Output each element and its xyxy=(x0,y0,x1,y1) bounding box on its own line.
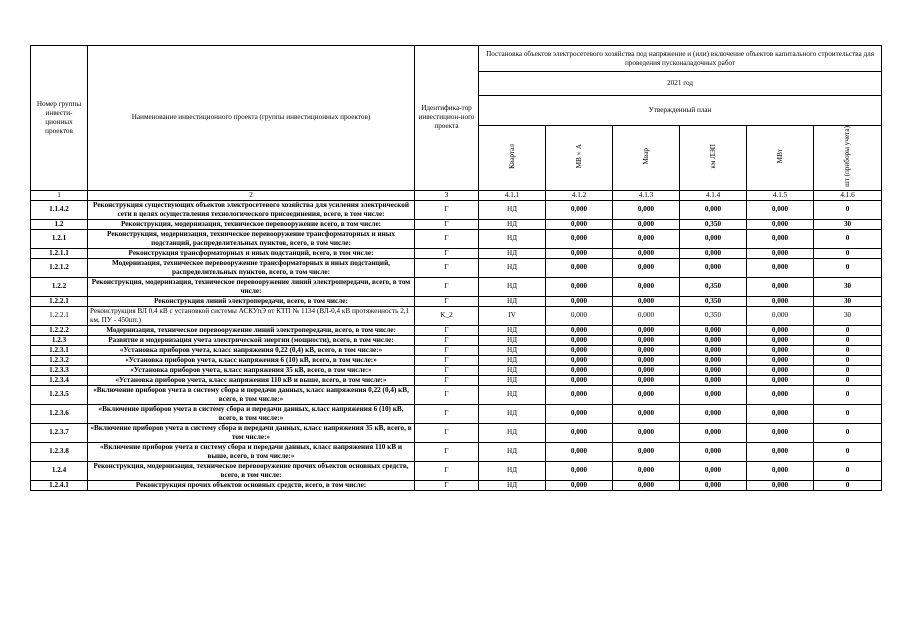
row-mva: 0,000 xyxy=(546,325,613,335)
row-identifier: Г xyxy=(415,219,479,229)
header-project-name: Наименование инвестиционного проекта (группы инвестиционных проектов) xyxy=(88,46,415,191)
table-row xyxy=(31,345,882,355)
row-quarter: НД xyxy=(479,277,546,296)
row-mw: 0,000 xyxy=(747,306,814,325)
row-quarter: НД xyxy=(479,385,546,404)
row-mvar: 0,000 xyxy=(613,480,680,490)
row-mw: 0,000 xyxy=(747,277,814,296)
row-mvar: 0,000 xyxy=(613,248,680,258)
row-number: 1.2.1.2 xyxy=(31,258,88,277)
row-mvar: 0,000 xyxy=(613,423,680,442)
row-number: 1.2.3.7 xyxy=(31,423,88,442)
row-km-line: 0,000 xyxy=(680,248,747,258)
row-identifier: Г xyxy=(415,375,479,385)
row-mva: 0,000 xyxy=(546,442,613,461)
table-row xyxy=(31,306,882,325)
row-number: 1.2.2.1 xyxy=(31,306,88,325)
row-mvar: 0,000 xyxy=(613,296,680,306)
row-meters: 0 xyxy=(814,248,882,258)
row-meters: 0 xyxy=(814,461,882,480)
row-mvar: 0,000 xyxy=(613,345,680,355)
row-mvar: 0,000 xyxy=(613,442,680,461)
table-row xyxy=(31,248,882,258)
row-km-line: 0,000 xyxy=(680,258,747,277)
row-number: 1.2.3.2 xyxy=(31,355,88,365)
row-number: 1.2.2 xyxy=(31,277,88,296)
row-mva: 0,000 xyxy=(546,480,613,490)
table-row xyxy=(31,480,882,490)
row-quarter: НД xyxy=(479,375,546,385)
row-number: 1.2.1.1 xyxy=(31,248,88,258)
row-quarter: НД xyxy=(479,442,546,461)
header-unit-label: Мвар xyxy=(641,148,650,165)
header-unit-label: км ЛЭП xyxy=(708,144,717,169)
row-mvar: 0,000 xyxy=(613,404,680,423)
table-row xyxy=(31,355,882,365)
header-unit xyxy=(814,126,882,191)
row-quarter: НД xyxy=(479,345,546,355)
header-unit xyxy=(747,126,814,191)
row-identifier: Г xyxy=(415,365,479,375)
table-row xyxy=(31,258,882,277)
row-number: 1.2.3.5 xyxy=(31,385,88,404)
row-mva: 0,000 xyxy=(546,296,613,306)
row-quarter: IV xyxy=(479,306,546,325)
row-project-name: Реконструкция прочих объектов основных средств, всего, в том числе: xyxy=(88,480,415,490)
row-mw: 0,000 xyxy=(747,296,814,306)
row-quarter: НД xyxy=(479,325,546,335)
row-km-line: 0,000 xyxy=(680,375,747,385)
row-mw: 0,000 xyxy=(747,375,814,385)
column-number: 4.1.5 xyxy=(747,190,814,200)
row-quarter: НД xyxy=(479,404,546,423)
header-unit xyxy=(680,126,747,191)
row-quarter: НД xyxy=(479,480,546,490)
row-identifier: Г xyxy=(415,200,479,219)
table-row xyxy=(31,229,882,248)
row-project-name: Модернизация, техническое перевооружение линий электропередачи, всего, в том числе: xyxy=(88,325,415,335)
row-km-line: 0,000 xyxy=(680,335,747,345)
row-km-line: 0,000 xyxy=(680,325,747,335)
header-plan: Утвержденный план xyxy=(479,96,882,126)
row-number: 1.2 xyxy=(31,219,88,229)
row-mvar: 0,000 xyxy=(613,258,680,277)
row-mva: 0,000 xyxy=(546,229,613,248)
row-meters: 0 xyxy=(814,442,882,461)
header-group-number: Номер группы инвести-ционных проектов xyxy=(31,46,88,191)
row-km-line: 0,350 xyxy=(680,306,747,325)
header-unit-label: Квартал xyxy=(507,143,516,169)
header-unit xyxy=(613,126,680,191)
row-identifier: Г xyxy=(415,335,479,345)
column-number: 3 xyxy=(415,190,479,200)
row-mw: 0,000 xyxy=(747,385,814,404)
row-mvar: 0,000 xyxy=(613,277,680,296)
row-mw: 0,000 xyxy=(747,219,814,229)
row-project-name: Реконструкция, модернизация, техническое перевооружение всего, в том числе: xyxy=(88,219,415,229)
row-km-line: 0,350 xyxy=(680,296,747,306)
row-mva: 0,000 xyxy=(546,219,613,229)
table-row xyxy=(31,385,882,404)
row-number: 1.1.4.2 xyxy=(31,200,88,219)
row-km-line: 0,000 xyxy=(680,355,747,365)
row-number: 1.2.2.2 xyxy=(31,325,88,335)
row-mvar: 0,000 xyxy=(613,306,680,325)
row-mw: 0,000 xyxy=(747,229,814,248)
row-mw: 0,000 xyxy=(747,258,814,277)
row-mva: 0,000 xyxy=(546,335,613,345)
row-quarter: НД xyxy=(479,296,546,306)
row-meters: 0 xyxy=(814,404,882,423)
row-quarter: НД xyxy=(479,248,546,258)
header-unit-label: шт (приборы учета) xyxy=(843,126,852,187)
row-project-name: «Установка приборов учета, класс напряжения 110 кВ и выше, всего, в том числе:» xyxy=(88,375,415,385)
row-mvar: 0,000 xyxy=(613,200,680,219)
row-identifier: Г xyxy=(415,480,479,490)
row-number: 1.2.2.1 xyxy=(31,296,88,306)
row-mvar: 0,000 xyxy=(613,355,680,365)
row-mvar: 0,000 xyxy=(613,325,680,335)
row-meters: 0 xyxy=(814,200,882,219)
row-number: 1.2.3 xyxy=(31,335,88,345)
row-project-name: «Установка приборов учета, класс напряжения 35 кВ, всего, в том числе:» xyxy=(88,365,415,375)
row-mvar: 0,000 xyxy=(613,461,680,480)
row-project-name: Модернизация, техническое перевооружение трансформаторных и иных подстанций, распределительных пунктов, всего, в том числе: xyxy=(88,258,415,277)
row-project-name: «Включение приборов учета в систему сбора и передачи данных, класс напряжения 6 (10) кВ, всего, в том числе:» xyxy=(88,404,415,423)
row-mw: 0,000 xyxy=(747,200,814,219)
row-mw: 0,000 xyxy=(747,345,814,355)
row-identifier: Г xyxy=(415,229,479,248)
row-identifier: Г xyxy=(415,355,479,365)
row-mw: 0,000 xyxy=(747,404,814,423)
row-mw: 0,000 xyxy=(747,335,814,345)
row-quarter: НД xyxy=(479,219,546,229)
table-row xyxy=(31,375,882,385)
row-project-name: «Включение приборов учета в систему сбора и передачи данных, класс напряжения 110 кВ и выше, всего, в том числе:» xyxy=(88,442,415,461)
row-km-line: 0,000 xyxy=(680,461,747,480)
table-row xyxy=(31,335,882,345)
row-meters: 0 xyxy=(814,375,882,385)
column-number: 4.1.6 xyxy=(814,190,882,200)
row-project-name: Реконструкция, модернизация, техническое перевооружение прочих объектов основных средств, всего, в том числе: xyxy=(88,461,415,480)
table-row xyxy=(31,365,882,375)
row-mva: 0,000 xyxy=(546,404,613,423)
row-meters: 30 xyxy=(814,296,882,306)
row-number: 1.2.3.3 xyxy=(31,365,88,375)
row-km-line: 0,000 xyxy=(680,480,747,490)
row-km-line: 0,000 xyxy=(680,404,747,423)
row-km-line: 0,000 xyxy=(680,423,747,442)
row-mw: 0,000 xyxy=(747,248,814,258)
column-number: 4.1.1 xyxy=(479,190,546,200)
row-project-name: «Установка приборов учета, класс напряжения 0,22 (0,4) кВ, всего, в том числе:» xyxy=(88,345,415,355)
row-km-line: 0,000 xyxy=(680,365,747,375)
row-mvar: 0,000 xyxy=(613,335,680,345)
row-quarter: НД xyxy=(479,200,546,219)
row-identifier: Г xyxy=(415,277,479,296)
header-group-title: Постановка объектов электросетевого хозяйства под напряжение и (или) включение объектов капитального строительства для проведения пусконаладочных работ xyxy=(479,46,882,72)
row-quarter: НД xyxy=(479,355,546,365)
row-project-name: Реконструкция трансформаторных и иных подстанций, всего, в том числе: xyxy=(88,248,415,258)
header-identifier: Идентифика-тор инвестицион-ного проекта xyxy=(415,46,479,191)
row-number: 1.2.3.8 xyxy=(31,442,88,461)
row-km-line: 0,000 xyxy=(680,345,747,355)
row-meters: 0 xyxy=(814,335,882,345)
row-mva: 0,000 xyxy=(546,248,613,258)
row-number: 1.2.4.1 xyxy=(31,480,88,490)
row-identifier: Г xyxy=(415,385,479,404)
row-meters: 0 xyxy=(814,355,882,365)
table-row xyxy=(31,461,882,480)
row-project-name: Реконструкция линий электропередачи, всего, в том числе: xyxy=(88,296,415,306)
header-unit-label: МВт xyxy=(775,149,784,164)
row-mvar: 0,000 xyxy=(613,375,680,385)
row-project-name: Развитие и модернизация учета электрической энергии (мощности), всего, в том числе: xyxy=(88,335,415,345)
row-km-line: 0,350 xyxy=(680,219,747,229)
table-row xyxy=(31,325,882,335)
investment-table xyxy=(30,45,882,491)
table-row xyxy=(31,277,882,296)
row-project-name: Реконструкция, модернизация, техническое перевооружение линий электропередачи, всего, в том числе: xyxy=(88,277,415,296)
row-mvar: 0,000 xyxy=(613,219,680,229)
row-number: 1.2.3.6 xyxy=(31,404,88,423)
row-meters: 30 xyxy=(814,277,882,296)
row-meters: 0 xyxy=(814,365,882,375)
table-row xyxy=(31,423,882,442)
header-unit xyxy=(546,126,613,191)
row-quarter: НД xyxy=(479,423,546,442)
row-mw: 0,000 xyxy=(747,365,814,375)
table-row xyxy=(31,296,882,306)
row-quarter: НД xyxy=(479,229,546,248)
row-mvar: 0,000 xyxy=(613,229,680,248)
row-quarter: НД xyxy=(479,365,546,375)
row-identifier: Г xyxy=(415,442,479,461)
row-mva: 0,000 xyxy=(546,306,613,325)
table-row xyxy=(31,200,882,219)
row-km-line: 0,350 xyxy=(680,277,747,296)
row-quarter: НД xyxy=(479,461,546,480)
row-km-line: 0,000 xyxy=(680,229,747,248)
row-mw: 0,000 xyxy=(747,461,814,480)
row-project-name: Реконструкция существующих объектов электросетевого хозяйства для усиления электрической сети в целях осуществления технологического присоединения, всего, в том числе: xyxy=(88,200,415,219)
row-number: 1.2.3.4 xyxy=(31,375,88,385)
row-mva: 0,000 xyxy=(546,345,613,355)
row-mw: 0,000 xyxy=(747,355,814,365)
row-quarter: НД xyxy=(479,258,546,277)
column-number: 4.1.2 xyxy=(546,190,613,200)
row-mva: 0,000 xyxy=(546,461,613,480)
column-number: 2 xyxy=(88,190,415,200)
row-project-name: «Включение приборов учета в систему сбора и передачи данных, класс напряжения 0,22 (0,4) кВ, всего, в том числе:» xyxy=(88,385,415,404)
row-mva: 0,000 xyxy=(546,365,613,375)
header-year: 2021 год xyxy=(479,72,882,96)
row-identifier: Г xyxy=(415,258,479,277)
column-number: 4.1.3 xyxy=(613,190,680,200)
row-km-line: 0,000 xyxy=(680,200,747,219)
row-project-name: «Установка приборов учета, класс напряжения 6 (10) кВ, всего, в том числе:» xyxy=(88,355,415,365)
row-quarter: НД xyxy=(479,335,546,345)
row-identifier: Г xyxy=(415,345,479,355)
row-number: 1.2.1 xyxy=(31,229,88,248)
header-unit xyxy=(479,126,546,191)
row-identifier: Г xyxy=(415,423,479,442)
column-number: 1 xyxy=(31,190,88,200)
row-mw: 0,000 xyxy=(747,480,814,490)
row-number: 1.2.4 xyxy=(31,461,88,480)
row-identifier: Г xyxy=(415,461,479,480)
table-row xyxy=(31,404,882,423)
row-meters: 0 xyxy=(814,229,882,248)
row-meters: 30 xyxy=(814,306,882,325)
table-row xyxy=(31,219,882,229)
row-meters: 0 xyxy=(814,258,882,277)
row-mw: 0,000 xyxy=(747,442,814,461)
row-mva: 0,000 xyxy=(546,375,613,385)
row-mw: 0,000 xyxy=(747,423,814,442)
row-project-name: Реконструкция ВЛ 0,4 кВ с установкой системы АСКУпЭ от КТП № 1134 (ВЛ-0,4 кВ протяженность 2,1 км, ПУ - 450шт.) xyxy=(88,306,415,325)
row-meters: 0 xyxy=(814,325,882,335)
row-mvar: 0,000 xyxy=(613,385,680,404)
row-km-line: 0,000 xyxy=(680,385,747,404)
row-identifier: Г xyxy=(415,248,479,258)
row-mva: 0,000 xyxy=(546,277,613,296)
row-identifier: Г xyxy=(415,404,479,423)
row-identifier: Г xyxy=(415,325,479,335)
row-mvar: 0,000 xyxy=(613,365,680,375)
row-mva: 0,000 xyxy=(546,423,613,442)
row-meters: 0 xyxy=(814,423,882,442)
row-mva: 0,000 xyxy=(546,200,613,219)
row-mva: 0,000 xyxy=(546,258,613,277)
row-mw: 0,000 xyxy=(747,325,814,335)
row-project-name: Реконструкция, модернизация, техническое перевооружение трансформаторных и иных подстанций, распределительных пунктов, всего, в том числе: xyxy=(88,229,415,248)
row-identifier: K_2 xyxy=(415,306,479,325)
row-meters: 30 xyxy=(814,219,882,229)
row-km-line: 0,000 xyxy=(680,442,747,461)
row-mva: 0,000 xyxy=(546,385,613,404)
column-number: 4.1.4 xyxy=(680,190,747,200)
table-row xyxy=(31,442,882,461)
row-meters: 0 xyxy=(814,345,882,355)
header-unit-label: МВ×А xyxy=(574,144,583,169)
row-mva: 0,000 xyxy=(546,355,613,365)
row-identifier: Г xyxy=(415,296,479,306)
row-number: 1.2.3.1 xyxy=(31,345,88,355)
investment-table-sheet xyxy=(30,45,881,491)
row-project-name: «Включение приборов учета в систему сбора и передачи данных, класс напряжения 35 кВ, всего, в том числе:» xyxy=(88,423,415,442)
row-meters: 0 xyxy=(814,385,882,404)
row-meters: 0 xyxy=(814,480,882,490)
